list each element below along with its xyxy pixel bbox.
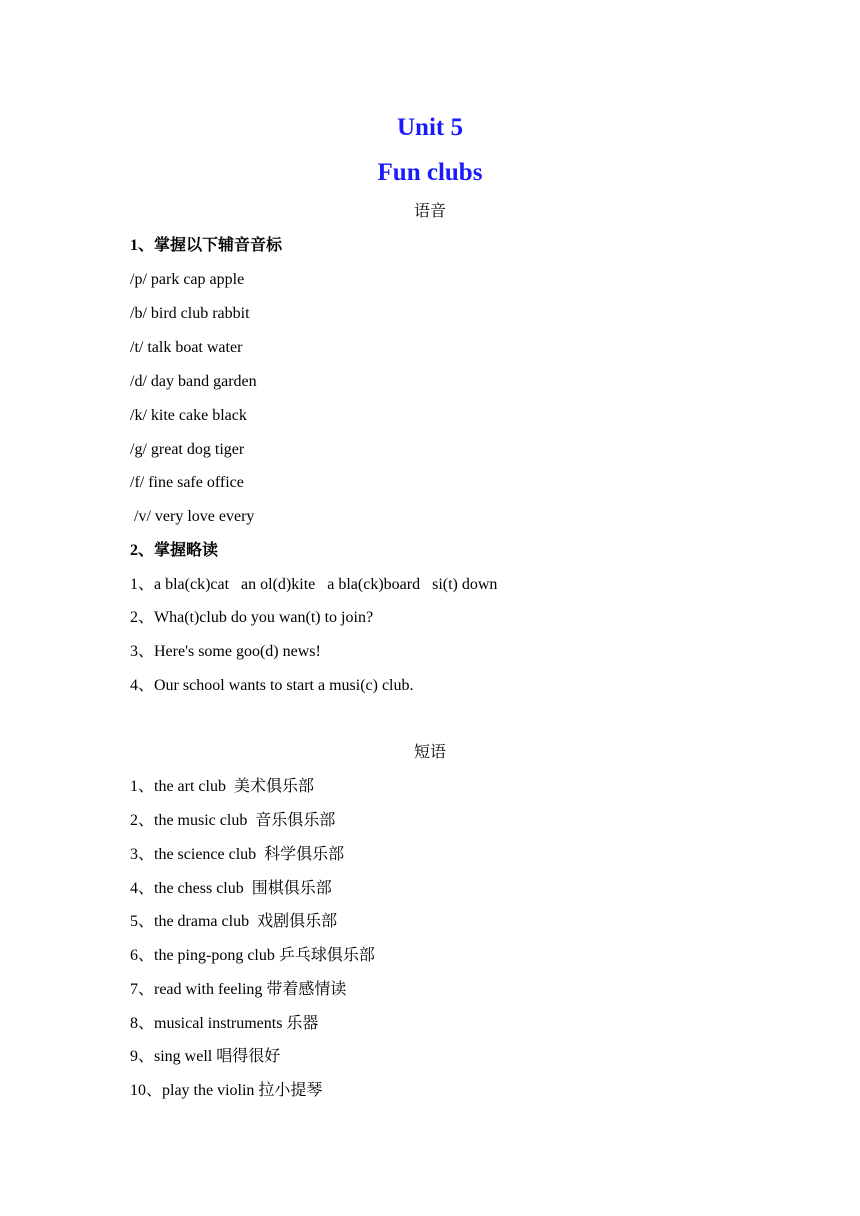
phrase-item: 2、the music club 音乐俱乐部 xyxy=(130,812,336,829)
pronunciation-heading: 语音 xyxy=(413,203,446,220)
phrase-item: 9、sing well 唱得很好 xyxy=(130,1048,281,1065)
phonics-line: /b/ bird club rabbit xyxy=(130,305,250,322)
phonics-line: /g/ great dog tiger xyxy=(130,441,245,458)
phrase-item: 7、read with feeling 带着感情读 xyxy=(130,981,347,998)
skim-line: 4、Our school wants to start a musi(c) club. xyxy=(130,677,414,694)
phrase-item: 3、the science club 科学俱乐部 xyxy=(130,846,345,863)
phonics-line: /v/ very love every xyxy=(130,508,255,525)
phrase-item: 10、play the violin 拉小提琴 xyxy=(130,1082,323,1099)
phrase-item: 1、the art club 美术俱乐部 xyxy=(130,778,314,795)
phonics-line: /d/ day band garden xyxy=(130,373,257,390)
phonics-line: /p/ park cap apple xyxy=(130,271,245,288)
pronunciation-point-2: 2、掌握略读 xyxy=(130,542,219,559)
phrases-heading: 短语 xyxy=(413,744,446,761)
phonics-line: /k/ kite cake black xyxy=(130,407,247,424)
phrase-item: 8、musical instruments 乐器 xyxy=(130,1015,319,1032)
pronunciation-point-1: 1、掌握以下辅音音标 xyxy=(130,237,283,254)
phrase-item: 4、the chess club 围棋俱乐部 xyxy=(130,880,332,897)
phonics-line: /t/ talk boat water xyxy=(130,339,243,356)
skim-line: 3、Here's some goo(d) news! xyxy=(130,643,321,660)
phrase-item: 5、the drama club 戏剧俱乐部 xyxy=(130,913,338,930)
skim-line: 1、a bla(ck)cat an ol(d)kite a bla(ck)board si(t) down xyxy=(130,576,498,593)
phrase-item: 6、the ping-pong club 乒乓球俱乐部 xyxy=(130,947,375,964)
phonics-line: /f/ fine safe office xyxy=(130,474,244,491)
skim-line: 2、Wha(t)club do you wan(t) to join? xyxy=(130,609,374,626)
page-subtitle: Fun clubs xyxy=(377,159,483,186)
page-title: Unit 5 xyxy=(397,114,463,141)
